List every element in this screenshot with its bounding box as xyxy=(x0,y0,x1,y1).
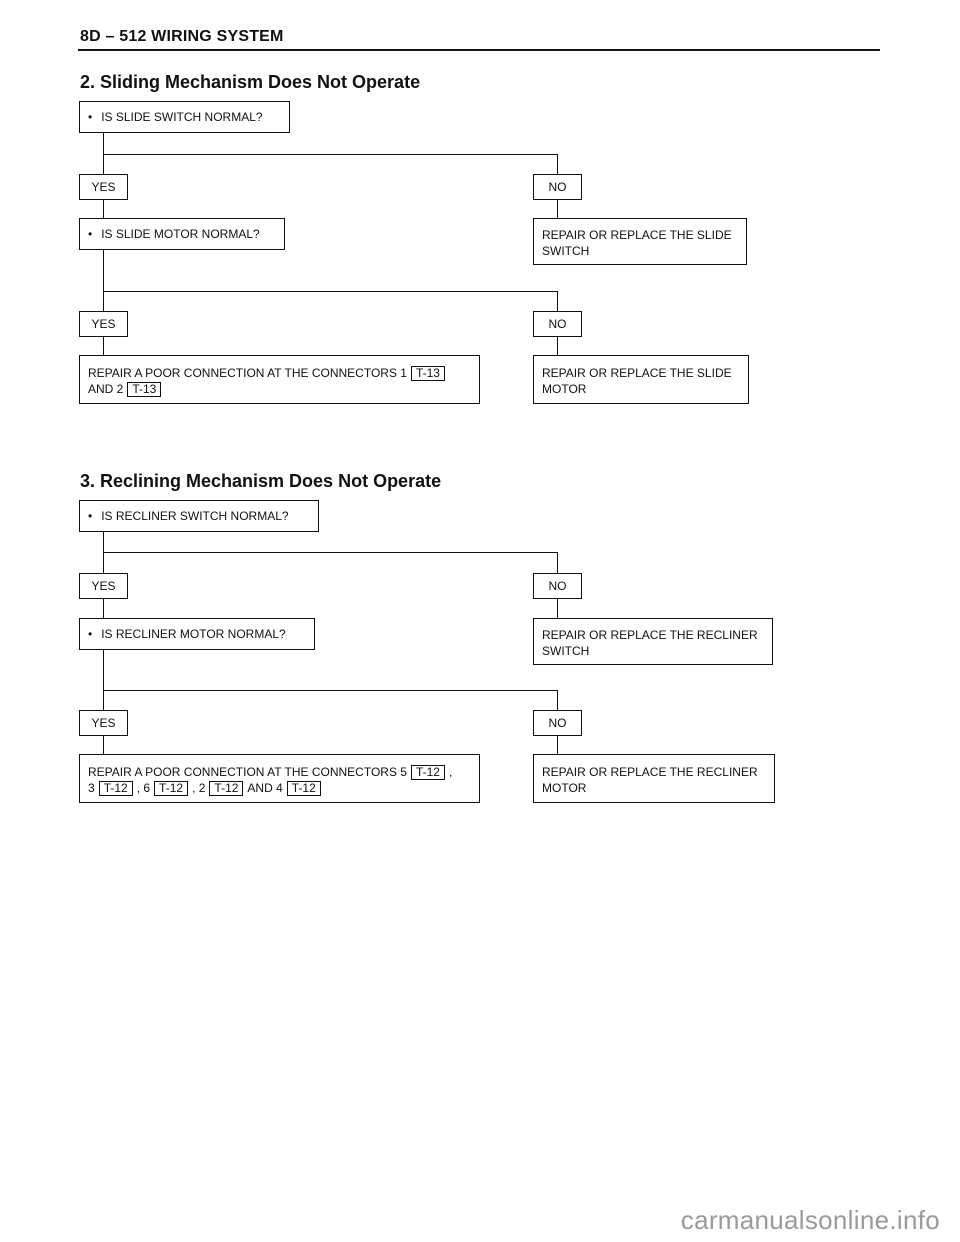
s2-question-motor xyxy=(79,218,285,250)
s3-q2-yes-label: YES xyxy=(79,710,128,736)
s2-replace-switch-text: REPAIR OR REPLACE THE SLIDE SWITCH xyxy=(542,228,732,258)
section3-title: 3. Reclining Mechanism Does Not Operate xyxy=(80,471,442,491)
connector-line xyxy=(103,690,557,691)
s2-repair-connection-action xyxy=(79,355,480,404)
bullet: • xyxy=(88,627,93,641)
s3-question-motor xyxy=(79,618,315,650)
connector-ref-badge: T-12 xyxy=(99,781,133,796)
bullet: • xyxy=(88,509,93,523)
connector-line xyxy=(103,200,104,218)
s2-q1-no-label: NO xyxy=(533,174,582,200)
s3-repair-text-comma: , xyxy=(448,765,453,779)
header-rule xyxy=(78,49,880,51)
s2-question-switch xyxy=(79,101,290,133)
connector-line xyxy=(557,200,558,218)
connector-ref-badge: T-12 xyxy=(411,765,445,780)
bullet: • xyxy=(88,110,93,124)
s3-q1-yes-label: YES xyxy=(79,573,128,599)
s3-question-switch-text: IS RECLINER SWITCH NORMAL? xyxy=(101,509,289,523)
connector-line xyxy=(557,154,558,174)
connector-ref-badge: T-12 xyxy=(287,781,321,796)
connector-line xyxy=(103,650,104,710)
connector-line xyxy=(103,552,557,553)
s3-replace-motor-text: REPAIR OR REPLACE THE RECLINER MOTOR xyxy=(542,765,758,795)
s2-replace-motor-action xyxy=(533,355,749,404)
s2-replace-motor-text: REPAIR OR REPLACE THE SLIDE MOTOR xyxy=(542,366,732,396)
s3-question-motor-text: IS RECLINER MOTOR NORMAL? xyxy=(101,627,286,641)
connector-line xyxy=(103,154,557,155)
s3-repair-connection-action xyxy=(79,754,480,803)
connector-line xyxy=(103,337,104,355)
connector-line xyxy=(103,291,557,292)
s3-q2-no-label: NO xyxy=(533,710,582,736)
s2-replace-switch-action xyxy=(533,218,747,265)
s3-replace-switch-action xyxy=(533,618,773,665)
section2-title: 2. Sliding Mechanism Does Not Operate xyxy=(80,72,421,92)
s3-replace-switch-text: REPAIR OR REPLACE THE RECLINER SWITCH xyxy=(542,628,758,658)
connector-ref-badge: T-12 xyxy=(209,781,243,796)
s2-question-motor-text: IS SLIDE MOTOR NORMAL? xyxy=(101,227,260,241)
watermark: carmanualsonline.info xyxy=(680,1205,940,1235)
s2-question-switch-text: IS SLIDE SWITCH NORMAL? xyxy=(101,110,263,124)
connector-line xyxy=(557,736,558,754)
connector-line xyxy=(557,291,558,311)
s3-question-switch xyxy=(79,500,319,532)
s2-repair-text-l2: AND 2 xyxy=(88,382,124,396)
s3-repair-text-l1: REPAIR A POOR CONNECTION AT THE CONNECTORS 5 xyxy=(88,765,407,779)
s2-q2-no-label: NO xyxy=(533,311,582,337)
s2-q2-yes-label: YES xyxy=(79,311,128,337)
bullet: • xyxy=(88,227,93,241)
page-header: 8D – 512 WIRING SYSTEM xyxy=(80,28,284,45)
connector-line xyxy=(557,552,558,573)
s3-q1-no-label: NO xyxy=(533,573,582,599)
connector-ref-badge: T-13 xyxy=(127,382,161,397)
connector-line xyxy=(557,337,558,355)
connector-ref-badge: T-13 xyxy=(411,366,445,381)
s3-repair-text-l2d: AND 4 xyxy=(247,781,283,795)
s2-q1-yes-label: YES xyxy=(79,174,128,200)
connector-line xyxy=(557,599,558,618)
connector-line xyxy=(103,736,104,754)
connector-line xyxy=(103,599,104,618)
s3-repair-text-l2b: , 6 xyxy=(136,781,151,795)
connector-line xyxy=(557,690,558,710)
connector-line xyxy=(103,250,104,311)
s3-repair-text-l2c: , 2 xyxy=(192,781,206,795)
connector-ref-badge: T-12 xyxy=(154,781,188,796)
s3-repair-text-l2a: 3 xyxy=(88,781,95,795)
s2-repair-text-l1: REPAIR A POOR CONNECTION AT THE CONNECTORS 1 xyxy=(88,366,407,380)
s3-replace-motor-action xyxy=(533,754,775,803)
